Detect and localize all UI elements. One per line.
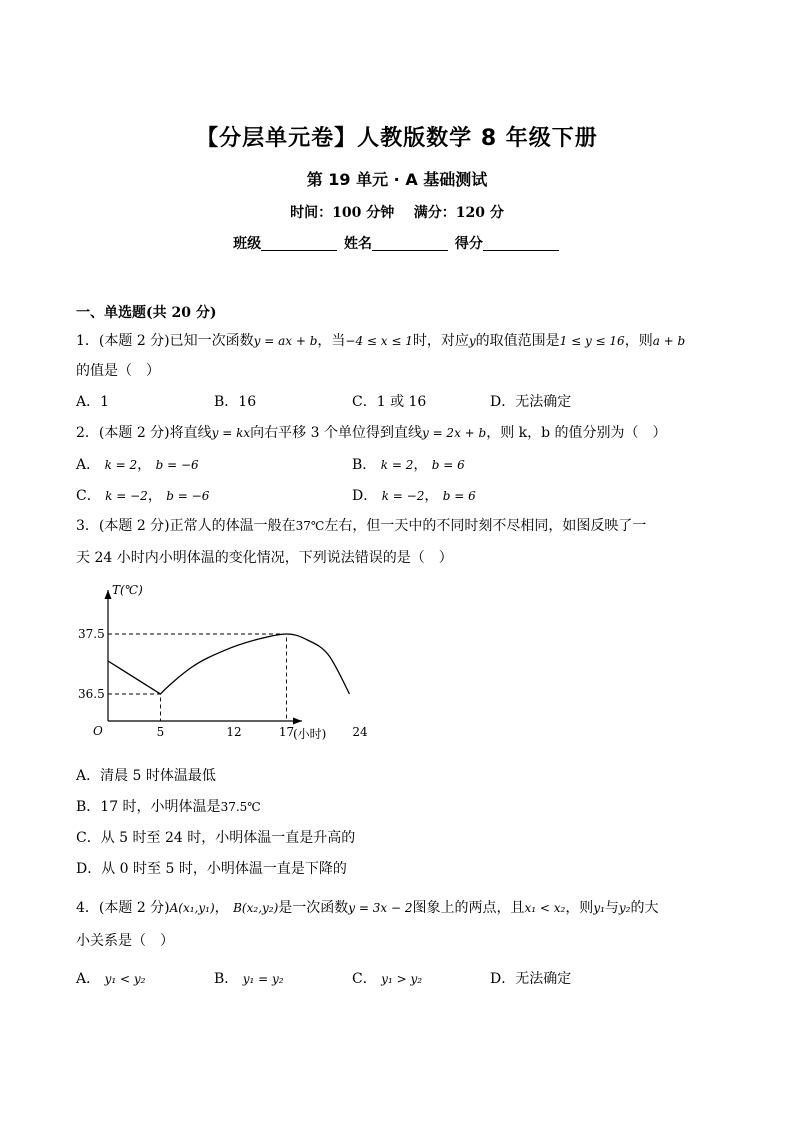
option-label: D． [490,971,516,987]
q4-text: 是一次函数 [278,900,349,916]
q2-line2: y = 2x + b [421,426,487,440]
q4-text: 的大 [630,900,659,916]
option-label: B． [352,457,377,473]
q1-option-c[interactable]: C．1 或 16 [352,394,427,410]
time-label: 时间：100 分钟 [290,205,395,221]
y-axis-label: T(℃) [112,583,143,597]
q4-option-d[interactable] [490,968,571,988]
q2-option-c[interactable]: C． k = −2， b = −6 [76,488,210,504]
q2-stem [76,422,667,442]
option-k: k = −2 [381,489,425,503]
q1-text: 时，对应 [412,333,469,349]
option-label: C． [76,488,101,504]
option-label: C． [352,971,377,987]
option-text: B．17 时，小明体温是 [76,799,221,815]
q2-option-a[interactable]: A． k = 2， b = −6 [76,457,199,473]
q1-expr: a + b [652,334,686,348]
x-tick-label: 24 [352,725,368,739]
q4-func: y = 3x − 2 [348,901,413,915]
q3-stem [76,515,646,535]
q4-point-b: B(x₂,y₂) [233,901,279,915]
x-tick-label: 12 [226,725,242,739]
q4-text: ， [214,900,229,916]
x-axis-arrow [293,718,302,725]
score-label: 满分：120 分 [413,205,504,221]
q4-y2: y₂ [618,901,631,915]
option-b: b = 6 [431,458,465,472]
q1-var: y [468,334,476,348]
q3-option-d[interactable]: D．从 0 时至 5 时，小明体温一直是下降的 [76,861,347,877]
q3-stem-line2: 天 24 小时内小明体温的变化情况，下列说法错误的是（ ） [76,550,453,566]
option-value: 37.5℃ [220,800,261,814]
unit-subtitle: 第 19 单元 · A 基础测试 [306,170,488,189]
student-fields [0,233,794,253]
q2-line1: y = kx [211,426,251,440]
grade-label: 得分 [454,236,483,252]
q1-stem [76,330,685,350]
option-b: b = 6 [442,489,476,503]
class-label: 班级 [233,236,262,252]
guide-minimum [108,694,161,721]
q4-text: 与 [604,900,619,916]
q2-option-b[interactable]: B． k = 2， b = 6 [352,457,465,473]
chart-labels [78,583,368,741]
temperature-line [108,634,350,694]
q3-option-b[interactable] [76,796,261,816]
exam-meta [0,202,794,222]
q4-y1: y₁ [593,901,605,915]
q1-text: ，当 [317,333,346,349]
option-expr: y₁ > y₂ [381,972,423,986]
q4-option-c[interactable] [352,968,422,988]
q1-text: 1．(本题 2 分)已知一次函数 [76,333,254,349]
option-expr: y₁ < y₂ [104,972,146,986]
option-expr: y₁ = y₂ [242,972,284,986]
q2-text: 向右平移 3 个单位得到直线 [250,425,422,441]
q3-temp: 37℃ [295,519,325,533]
q1-range: 1 ≤ y ≤ 16 [559,334,625,348]
x-tick-label: 5 [156,725,165,739]
q1-stem-line2: 的值是（ ） [76,363,160,379]
chart-axes [105,590,303,725]
option-b: b = −6 [166,489,210,503]
grade-blank[interactable] [483,236,559,251]
q1-text: 的取值范围是 [475,333,560,349]
q3-option-a[interactable]: A．清晨 5 时体温最低 [76,768,216,784]
q4-stem-line2: 小关系是（ ） [76,933,174,949]
q2-option-d[interactable]: D． k = −2， b = 6 [352,488,476,504]
y-tick-label: 37.5 [78,627,105,641]
class-blank[interactable] [261,236,337,251]
y-tick-label: 36.5 [78,687,105,701]
option-label: A． [76,457,101,473]
name-blank[interactable] [372,236,448,251]
option-label: B． [214,971,239,987]
q1-option-a[interactable]: A．1 [76,394,110,410]
q1-option-d[interactable]: D．无法确定 [490,394,572,410]
q3-option-c[interactable]: C．从 5 时至 24 时，小明体温一直是升高的 [76,830,356,846]
option-k: k = −2 [105,489,148,503]
option-b: b = −6 [155,458,199,472]
chart-curve [108,634,350,694]
q1-cond: −4 ≤ x ≤ 1 [345,334,413,348]
temperature-chart [70,578,368,753]
x-tick-label: 17 [278,725,295,739]
y-axis-arrow [105,590,112,599]
name-label: 姓名 [344,236,372,252]
page-title: 【分层单元卷】人教版数学 8 年级下册 [196,126,598,151]
q4-cond: x₁ < x₂ [524,901,566,915]
q2-text: 2．(本题 2 分)将直线 [76,425,212,441]
q1-text: ，则 [624,333,653,349]
q4-text: ，则 [565,900,594,916]
q3-text: 左右，但一天中的不同时刻不尽相同，如图反映了一 [324,518,647,534]
x-axis-label: (小时) [293,727,327,741]
section-heading: 一、单选题(共 20 分) [76,305,217,321]
q4-option-a[interactable] [76,968,145,988]
q4-text: 4．(本题 2 分) [76,900,170,916]
q1-option-b[interactable]: B．16 [214,394,257,410]
q4-point-a: A(x₁,y₁) [169,901,215,915]
q2-text: ，则 k，b 的值分别为（ ） [486,425,667,441]
option-label: D． [352,488,378,504]
q1-func: y = ax + b [253,334,318,348]
origin-label: O [93,724,103,738]
option-label: A． [76,971,101,987]
q4-option-b[interactable] [214,968,284,988]
q4-stem [76,897,659,917]
option-k: k = 2 [104,458,138,472]
option-k: k = 2 [380,458,414,472]
q3-text: 3．(本题 2 分)正常人的体温一般在 [76,518,296,534]
q4-text: 图象上的两点，且 [412,900,525,916]
option-expr: 无法确定 [515,971,572,987]
